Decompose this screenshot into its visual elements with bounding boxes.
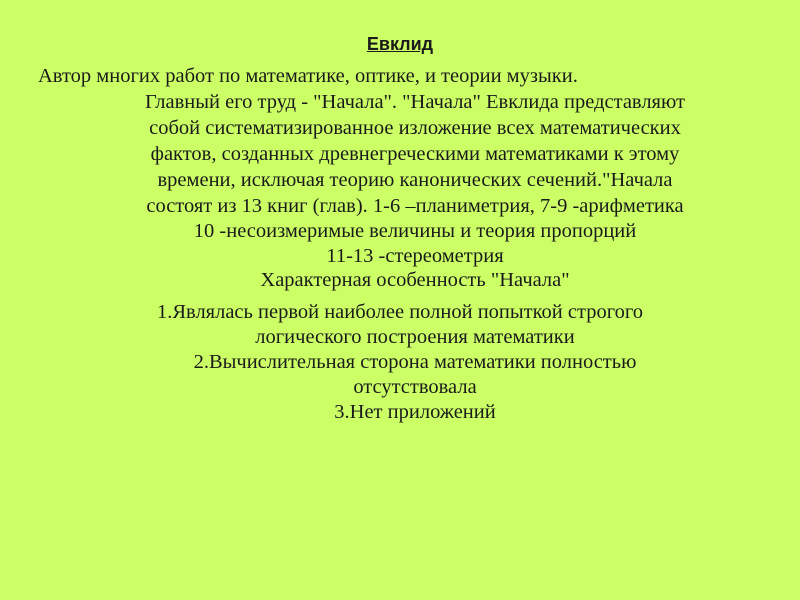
text-line: Автор многих работ по математике, оптике, и теории музыки. [38, 65, 578, 87]
text-line: 11-13 -стереометрия [326, 245, 504, 267]
text-line: собой систематизированное изложение всех математических [149, 117, 681, 139]
text-line: времени, исключая теорию канонических сечений."Начала [157, 169, 673, 191]
list-item: 1.Являлась первой наиболее полной попыткой строгого [156, 301, 643, 323]
list-item-continuation: логического построения математики [255, 326, 575, 348]
list-item-continuation: отсутствовала [353, 376, 477, 398]
list-item: 2.Вычислительная сторона математики полностью [193, 351, 637, 373]
text-line: состоят из 13 книг (глав). 1-6 –планиметрия, 7-9 -арифметика [146, 195, 684, 217]
list-item: 3.Нет приложений [334, 401, 496, 423]
text-line: фактов, созданных древнегреческими математиками к этому [150, 143, 680, 165]
text-line: 10 -несоизмеримые величины и теория пропорций [193, 220, 637, 242]
slide-title: Евклид [366, 34, 434, 54]
text-line: Главный его труд - "Начала". "Начала" Евклида представляют [144, 91, 685, 113]
text-line: Характерная особенность "Начала" [260, 269, 570, 291]
